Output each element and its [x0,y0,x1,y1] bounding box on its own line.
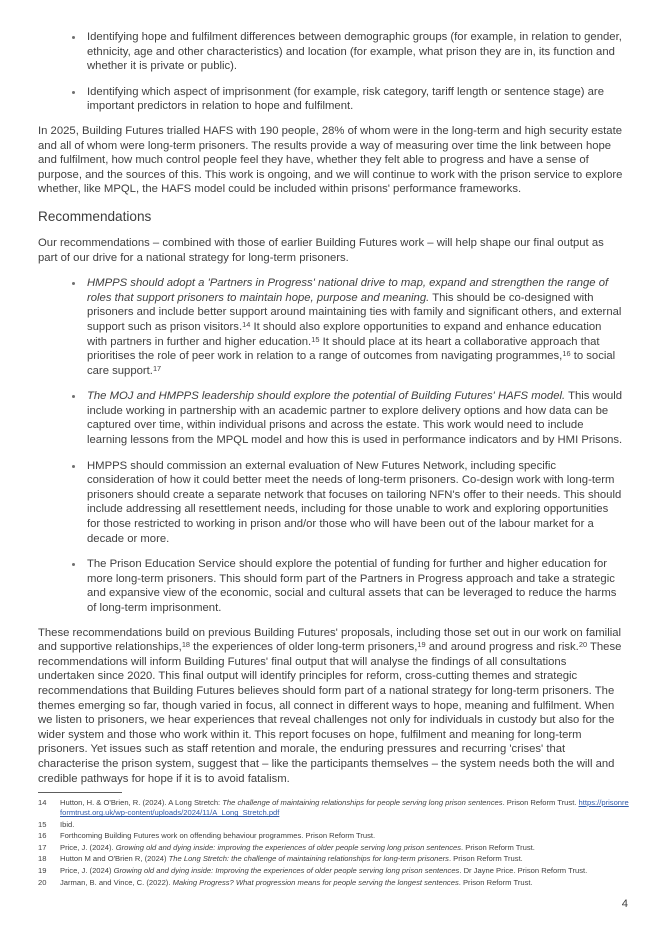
footnote-text [60,843,630,853]
closing-text: These recommendations will inform Building Futures' final output that will analyse the findings of all consultations undertaken since 2020. This final output will identify principles for reform, cross-cutting themes and strategic recommendations that Building Futures believes should form part of a national strategy for long-term prisoners. The themes emerging so far, though varied in focus, all connect in different ways to hope, meaning and fulfilment. When we listen to prisoners, we hear experiences that reveal challenges not only for individuals in custody but also for the wider system and those who work within it. This report focuses on hope, fulfilment and meaning for long-term prisoners. Yet issues such as staff retention and morale, the enduring pressures and recurring 'crises' that characterise the prison system, suggest that – like the participants themselves – the system needs both the will and credible pathways for hope if it is to avoid fatalism. [38,641,622,785]
bullet-text: Identifying which aspect of imprisonment (for example, risk category, tariff length or sentence stage) are important predictors in relation to hope and fulfilment. [87,85,604,113]
paragraph-hafs-trial: In 2025, Building Futures trialled HAFS with 190 people, 28% of whom were in the long-term and high security estate and all of whom were long-term prisoners. The results provide a way of measuring over time the link between hope and fulfilment, how much control people feel they have, whether they felt able to progress and have a sense of purpose, and the sources of this. This work is ongoing, and we will continue to work with the prison service to explore whether, like MPQL, the HAFS model could be included within prisons' performance frameworks. [38,124,623,196]
footnote-pre: Hutton, H. & O'Brien, R. (2024). A Long Stretch: [60,798,223,807]
footnote-entry [38,831,630,841]
footnote-number: 17 [38,842,47,852]
footnote-text [60,831,630,841]
footnote-number: 15 [38,819,47,829]
footnote-text [60,854,630,864]
footnote-post: . Prison Reform Trust. [461,842,535,852]
footnotes-section [38,792,630,889]
footnote-italic: Growing old and dying inside: Improving the experiences of older people serving long prison sentences [113,866,460,876]
footnote-marker[interactable]: 16 [562,349,571,358]
footnote-text [60,820,630,830]
footnote-entry [38,878,630,888]
footnote-post: . Prison Reform Trust. [448,854,523,864]
footnote-marker[interactable]: 15 [311,334,320,344]
footnote-marker[interactable]: 18 [181,640,191,650]
list-item [38,459,624,547]
page-content [38,30,624,797]
footnote-post: . Prison Reform Trust. [502,798,579,807]
list-item [38,557,624,615]
footnote-entry [38,820,630,830]
footnote-pre: Price, J. (2024) [60,866,114,876]
closing-text: and around progress and risk. [425,641,579,654]
recommendation-text: The Prison Education Service should explore the potential of funding for further and higher education for more long-term prisoners. This should form part of the Partners in Progress approach and take a strategic and expansive view of the economic, social and cultural assets that can be leveraged to reduce the harms of long-term imprisonment. [87,558,617,614]
footnote-pre: Jarman, B. and Vince, C. (2022). [60,877,173,887]
footnote-pre: Ibid. [60,819,75,829]
bullet-text: Identifying hope and fulfilment differences between demographic groups (for example, in relation to gender, ethnicity, age and other characteristics) and location (for example, what prison they are in, its function and whether it is private or public). [87,31,622,73]
page-number: 4 [621,898,628,910]
footnote-text [60,798,630,818]
footnote-marker[interactable]: 14 [242,319,251,329]
footnote-italic: Making Progress? What progression means for people serving the longest sentences [172,877,459,887]
footnote-text [60,866,630,876]
footnote-italic: The challenge of maintaining relationships for people serving long prison sentences [222,798,503,807]
footnote-number: 16 [38,831,47,841]
list-item [38,276,624,378]
paragraph-closing [38,626,624,787]
footnote-separator [38,792,122,793]
page-title: Recommendations [38,208,152,224]
footnote-post: . Dr Jayne Price. Prison Reform Trust. [459,866,588,876]
footnote-number: 19 [38,866,47,876]
footnote-pre: Price, J. (2024). [60,842,116,852]
recommendation-lead: The MOJ and HMPPS leadership should explore the potential of Building Futures' HAFS model. [87,390,566,403]
list-item [38,389,624,447]
recommendation-text: This should be co-designed with prisoners and include better support around maintaining ties with family and significant others, and external support such as prison visitors. [87,291,622,333]
footnote-number: 20 [38,877,47,887]
recommendation-text: This would include working in partnership with an academic partner to explore delivery options and how data can be captured over time, within individual prisons and across the estate. This work would need to include learning lessons from the MPQL model and how this is used in performance indicators and by HMI Prisons. [87,390,623,447]
recommendation-lead: HMPPS should adopt a 'Partners in Progress' national drive to map, expand and strengthen the range of roles that support prisoners to maintain hope, purpose and meaning. [87,277,609,304]
footnote-entry [38,854,630,864]
closing-text: These recommendations build on previous Building Futures' proposals, including those set out in our work on familial and supportive relationships, [38,626,622,654]
paragraph-recommendations-intro: Our recommendations – combined with those of earlier Building Futures work – will help shape our final output as part of our drive for a national strategy for long-term prisoners. [38,236,604,264]
footnote-marker[interactable]: 19 [417,640,426,650]
footnote-number: 14 [38,798,47,807]
footnote-number: 18 [38,854,47,864]
list-item [38,30,624,74]
footnote-italic: Growing old and dying inside: improving the experiences of older people serving long prison sentences [115,842,462,852]
recommendation-text: to social care support. [87,350,616,377]
footnote-marker[interactable]: 20 [578,640,588,650]
footnote-italic: The Long Stretch: the challenge of maintaining relationships for long-term prisoners [168,854,449,864]
list-item [38,85,624,114]
recommendation-text: It should place at its heart a collaborative approach that prioritises the role of peer work in relation to a range of outcomes from navigating programmes, [87,335,600,363]
footnote-marker[interactable]: 17 [152,363,162,373]
footnote-pre: Hutton M and O'Brien R, (2024) [60,854,169,864]
footnote-link[interactable]: https://prisonreformtrust.org.uk/wp-content/uploads/2024/11/A_Long_Stretch.pdf [60,798,629,818]
closing-text: the experiences of older long-term prisoners, [190,641,418,654]
recommendation-text: HMPPS should commission an external evaluation of New Futures Network, including specific consideration of how it could better meet the needs of long-term prisoners. Co-design work with long-term prisoners should create a separate network that focuses on tailoring NFN's offer to their needs. This should include addressing all resettlement needs, including for those unable to work and exploring opportunities for those restricted to working in prison and/or those who will have been out of the labour market for a decade or more. [87,459,622,545]
intro-bullet-list [38,30,624,114]
recommendation-text: It should also explore opportunities to expand and enhance education with partners in further and higher education. [87,320,602,348]
footnote-post: . Prison Reform Trust. [458,877,533,887]
footnote-pre: Forthcoming Building Futures work on offending behaviour programmes. Prison Reform Trust. [60,831,376,841]
footnote-entry [38,798,630,818]
footnote-entry [38,866,630,876]
footnote-text [60,878,630,888]
recommendations-list [38,276,624,615]
footnote-entry [38,843,630,853]
